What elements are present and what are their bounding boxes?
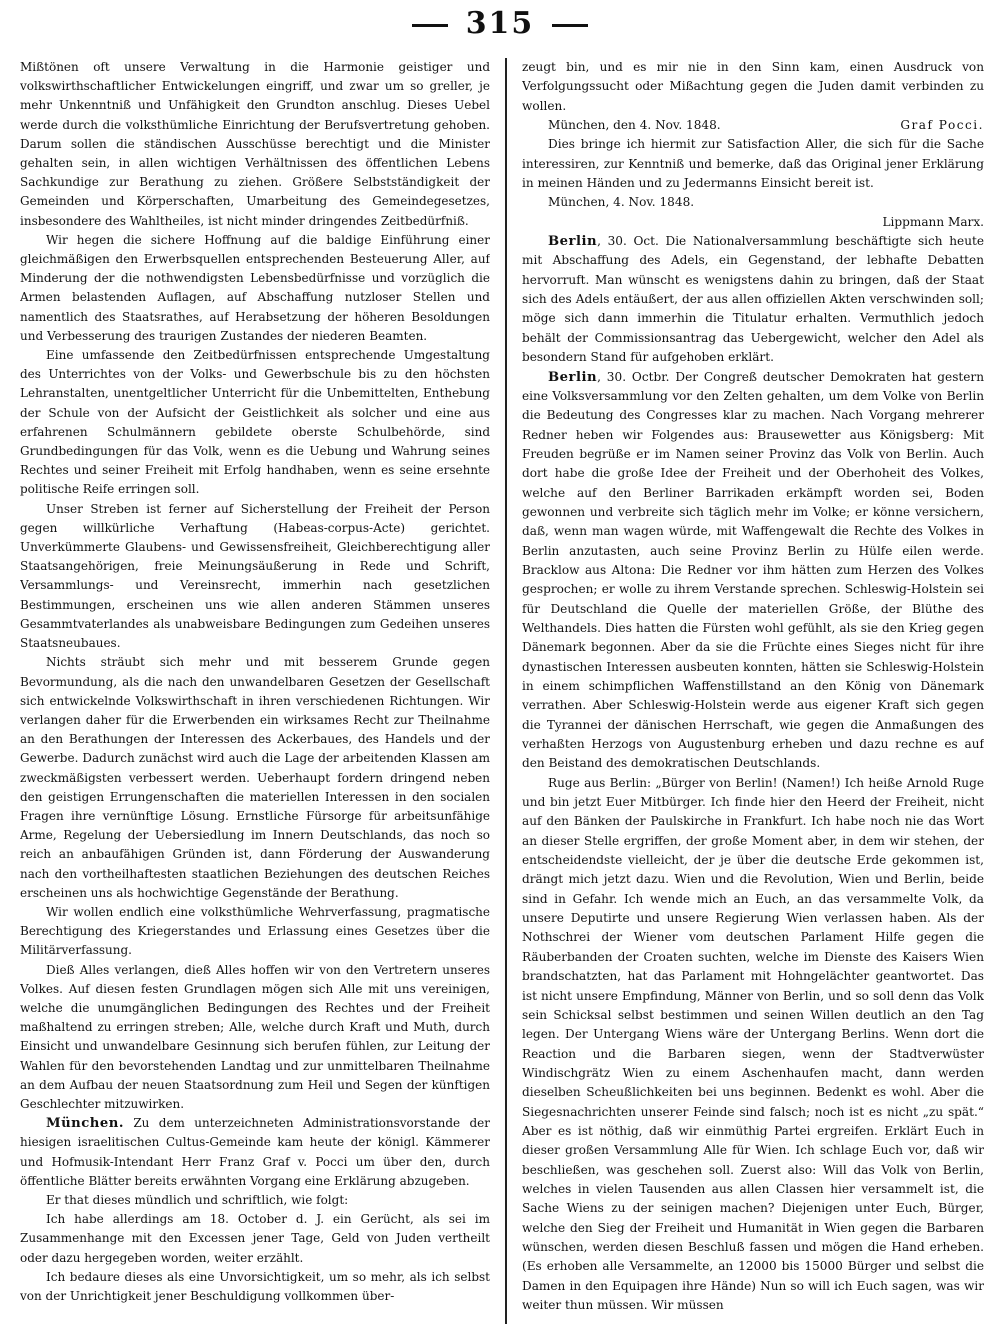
dateline-berlin: Berlin <box>548 234 598 250</box>
signature-name: Graf Pocci. <box>900 118 984 133</box>
page-number: 315 <box>465 6 535 41</box>
signature-marx: Lippmann Marx. <box>882 214 984 229</box>
article-berlin-2 <box>522 368 984 774</box>
left-column <box>20 58 490 1324</box>
signature-place-date: München, den 4. Nov. 1848. <box>548 118 721 133</box>
paragraph: Wir wollen endlich eine volksthümliche Wehrverfassung, pragmatische Berechtigung des Kriegerstandes und Erlassung eines Gesetzes über die Militärverfassung. <box>20 904 490 958</box>
dateline-muenchen: München. <box>46 1116 124 1132</box>
signature-pocci <box>522 116 984 135</box>
paragraph: Ich habe allerdings am 18. October d. J. ein Gerücht, als sei im Zusammenhange mit den Excessen jener Tage, Geld von Juden vertheilt oder dazu hergegeben worden, weiter erzählt. <box>20 1212 490 1265</box>
article-text: , 30. Oct. Die Nationalversammlung beschäftigte sich heute mit Abschaffung des Adels, ein Gegenstand, der lebhafte Debatten hervorruft. Man wünscht es wenigstens dahin zu bringen, daß der Staat sich des Adels entäußert, der aus allen offiziellen Akten verschwinden soll; möge sich dann immerhin die Titulatur erhalten. Vermuthlich jedoch behält der Commissionsantrag das Uebergewicht, welcher den Adel als besondern Stand für aufgehoben erklärt. <box>522 234 984 365</box>
page-number-header <box>0 6 1000 41</box>
paragraph: Nichts sträubt sich mehr und mit besserem Grunde gegen Bevormundung, als die nach den unwandelbaren Gesetzen der Gesellschaft sich entwickelnde Volkswirthschaft in ihren verschiedenen Richtungen. Wir verlangen daher für die Erwerbenden ein wirksames Recht zur Theilnahme an den Berathungen der Interessen des Ackerbaues, des Handels und der Gewerbe. Dadurch zunächst wird auch die Lage der arbeitenden Klassen am zweckmäßigsten verbessert werden. Ueberhaupt fordern dringend neben den geistigen Errungenschaften die materiellen Interessen in den socialen Fragen ihre vernünftige Lösung. Ernstliche Fürsorge für arbeitsunfähige Arme, Regelung der Uebersiedlung im Innern Deutschlands, das noch so reich an anbaufähigen Gründen ist, dann Förderung der Auswanderung nach den vortheilhaftesten staatlichen Beziehungen des deutschen Reiches erscheinen uns als hochwichtige Gegenstände der Berathung. <box>20 655 490 900</box>
right-column <box>522 58 984 1324</box>
paragraph: Unser Streben ist ferner auf Sicherstellung der Freiheit der Person gegen willkürliche Verhaftung (Habeas-corpus-Acte) gerichtet. Unverkümmerte Glaubens- und Gewissensfreiheit, Gleichberechtigung aller Staatsangehörigen, freie Meinungsäußerung in Rede und Schrift, Versammlungs- und Vereinsrecht, immerhin nach gesetzlichen Bestimmungen, erscheinen uns wie allen anderen Stämmen unseres Gesammtvaterlandes als unabweisbare Bedingungen zum Gedeihen unseres Staatsneubaues. <box>20 501 490 651</box>
paragraph: Dies bringe ich hiermit zur Satisfaction Aller, die sich für die Sache interessiren, zur Kenntniß und bemerke, daß das Original jener Erklärung in meinen Händen und zu Jedermanns Einsicht bereit ist. <box>522 137 984 191</box>
article-text: , 30. Octbr. Der Congreß deutscher Demokraten hat gestern eine Volksversammlung vor den Zelten gehalten, um dem Volke von Berlin die Bedeutung des Congresses klar zu machen. Nach Vorgang mehrerer Redner heben wir Folgendes aus: Brausewetter aus Königsberg: Mit Freuden begrüße er im Namen seiner Provinz das Volk von Berlin. Auch dort habe die große Idee der Freiheit und der Oberhoheit des Volkes, welche auf den Berliner Barrikaden erkämpft worden sei, Boden gewonnen und verbreite sich täglich mehr im Volke; er könne versichern, daß, wenn man wagen würde, mit Waffengewalt die Rechte des Volkes in Berlin anzutasten, auch seine Provinz Berlin zu Hülfe eilen werde. Bracklow aus Altona: Die Redner vor ihm hätten zum Herzen des Volkes gesprochen; er wolle zu ihrem Verstande sprechen. Schleswig-Holstein sei für Deutschland die Quelle der materiellen Größe, der Blüthe des Welthandels. Dies hatten die Fürsten wohl gefühlt, als sie den Krieg gegen Dänemark begonnen. Aber da sie die Früchte eines Sieges nicht für ihre dynastischen Interessen ausbeuten konnten, hätten sie Schleswig-Holstein in einem schimpflichen Waffenstillstand an den König von Dänemark verrathen. Aber Schleswig-Holstein werde aus eigener Kraft sich gegen die Tyrannei der dänischen Herrschaft, wie gegen die Anmaßungen des verhaßten Herzogs von Augustenburg erheben und dazu rechne es auf den Beistand des demokratischen Deutschlands. <box>522 369 984 771</box>
paragraph: zeugt bin, und es mir nie in den Sinn kam, einen Ausdruck von Verfolgungssucht oder Mißachtung gegen die Juden damit verbinden zu wollen. <box>522 60 984 113</box>
article-muenchen <box>20 1114 490 1191</box>
paragraph: Dieß Alles verlangen, dieß Alles hoffen wir von den Vertretern unseres Volkes. Auf diesen festen Grundlagen mögen sich Alle mit uns vereinigen, welche die unumgänglichen Bedingungen des Rechtes und der Freiheit maßhaltend zu erringen streben; Alle, welche durch Kraft und Muth, durch Einsicht und unwandelbare Gesinnung sich berufen fühlen, zur Leitung der Wahlen für den bevorstehenden Landtag und zur unmittelbaren Theilnahme an dem Aufbau der neuen Staatsordnung zum Heil und Segen der künftigen Geschlechter mitzuwirken. <box>20 962 490 1111</box>
paragraph: Er that dieses mündlich und schriftlich, wie folgt: <box>46 1192 349 1207</box>
dateline-berlin: Berlin <box>548 369 598 385</box>
paragraph: Wir hegen die sichere Hoffnung auf die baldige Einführung einer gleichmäßigen den Erwerbsquellen entsprechenden Besteuerung Aller, auf Minderung der die nothwendigsten Lebensbedürfnisse und vorzüglich die Armen belastenden Auflagen, auf Abschaffung nutzloser Stellen und namentlich des Staatsrathes, auf Herabsetzung der höheren Besoldungen und Verbesserung des traurigen Zustandes der niederen Beamten. <box>20 232 490 343</box>
paragraph: Eine umfassende den Zeitbedürfnissen entsprechende Umgestaltung des Unterrichtes von der Volks- und Gewerbschule bis zu den höchsten Lehranstalten, unentgeltlicher Unterricht für die Unbemittelten, Enthebung der Schule von der Aufsicht der Geistlichkeit als solcher und eine aus erfahrenen Schulmännern gebildete oberste Schulbehörde, sind Grundbedingungen für das Volk, wenn es die Uebung und Wahrung seines Rechtes und seiner Freiheit mit Erfolg handhaben, wenn es seine ersehnte politische Reife erringen soll. <box>20 348 490 497</box>
article-berlin-1 <box>522 232 984 367</box>
header-dash-right <box>552 24 588 27</box>
header-dash-left <box>412 24 448 27</box>
column-divider <box>505 58 507 1324</box>
signature-place-date: München, 4. Nov. 1848. <box>548 195 695 210</box>
paragraph: Ruge aus Berlin: „Bürger von Berlin! (Namen!) Ich heiße Arnold Ruge und bin jetzt Euer Mitbürger. Ich finde hier den Heerd der Freiheit, nicht auf den Bänken der Paulskirche in Frankfurt. Ich habe noch nie das Wort an dieser Stelle ergriffen, der große Moment aber, in dem wir stehen, der entscheidendste vielleicht, der je über die deutsche Erde gekommen ist, drängt mich jetzt dazu. Wien und die Revolution, Wien und Berlin, beide sind in Gefahr. Ich wende mich an Euch, an das versammelte Volk, da unsere Deputirte und unsere Regierung Wien verlassen haben. Als der Nothschrei der Wiener vom deutschen Parlament Hilfe gegen die Räuberbanden der Croaten suchten, welche im Dienste des Kaisers Wien brandschatzten, hat das Parlament mit Hohngelächter geantwortet. Das ist nicht unsere Empfindung, Männer von Berlin, und so soll denn das Volk sein Schicksal selbst bestimmen und seinen Willen deutlich an den Tag legen. Der Untergang Wiens wäre der Untergang Berlins. Wenn dort die Reaction und die Barbaren siegen, wenn der Stadtverwüster Windischgrätz Wien zu einem Aschenhaufen macht, dann werden dieselben Scheußlichkeiten bei uns beginnen. Bedenkt es wohl. Aber die Siegesnachrichten unserer Feinde sind falsch; noch ist es nicht „zu spät.“ Aber es ist nöthig, daß wir einmüthig Partei ergreifen. Erklärt Euch in dieser großen Versammlung Alle für Wien. Ich schlage Euch vor, daß wir beschließen, was geschehen soll. Zuerst also: Will das Volk von Berlin, welches in vielen Tausenden aus allen Classen hier versammelt ist, die Sache Wiens zu der seinigen machen? Diejenigen unter Euch, Bürger, welche den Sieg der Freiheit und Humanität in Wien gegen die Barbaren wünschen, werden diesen Beschluß fassen und mögen die Hand erheben. (Es erhoben alle Versammelte, an 12000 bis 15000 Bürger und selbst die Damen in den Equipagen ihre Hände) Nun so will ich Euch sagen, was wir weiter thun müssen. Wir müssen <box>522 775 984 1312</box>
article-text: Zu dem unterzeichneten Administrationsvorstande der hiesigen israelitischen Cultus-Gemeinde kam heute der königl. Kämmerer und Hofmusik-Intendant Herr Franz Graf v. Pocci um über den, durch öffentliche Blätter bereits erwähnten Vorgang eine Erklärung abzugeben. <box>20 1116 490 1188</box>
paragraph: Ich bedaure dieses als eine Unvorsichtigkeit, um so mehr, als ich selbst von der Unrichtigkeit jener Beschuldigung vollkommen über- <box>20 1269 490 1303</box>
paragraph: Mißtönen oft unsere Verwaltung in die Harmonie geistiger und volkswirthschaftlicher Entwickelungen eingriff, und zwar um so greller, je mehr Unkenntniß und Unfähigkeit den Grundton anschlug. Dieses Uebel werde durch die volksthümliche Einrichtung der Berufsvertretung gehoben. Darum sollen die ständischen Ausschüsse berechtigt und die Minister gehalten sein, in allen wichtigen Verhältnissen des öffentlichen Lebens Sachkundige zur Berathung zu ziehen. Größere Selbstständigkeit der Gemeinden und Körperschaften, Umarbeitung des Gemeindegesetzes, insbesondere des Wahltheiles, ist nicht minder dringendes Zeitbedürfniß. <box>20 60 490 228</box>
